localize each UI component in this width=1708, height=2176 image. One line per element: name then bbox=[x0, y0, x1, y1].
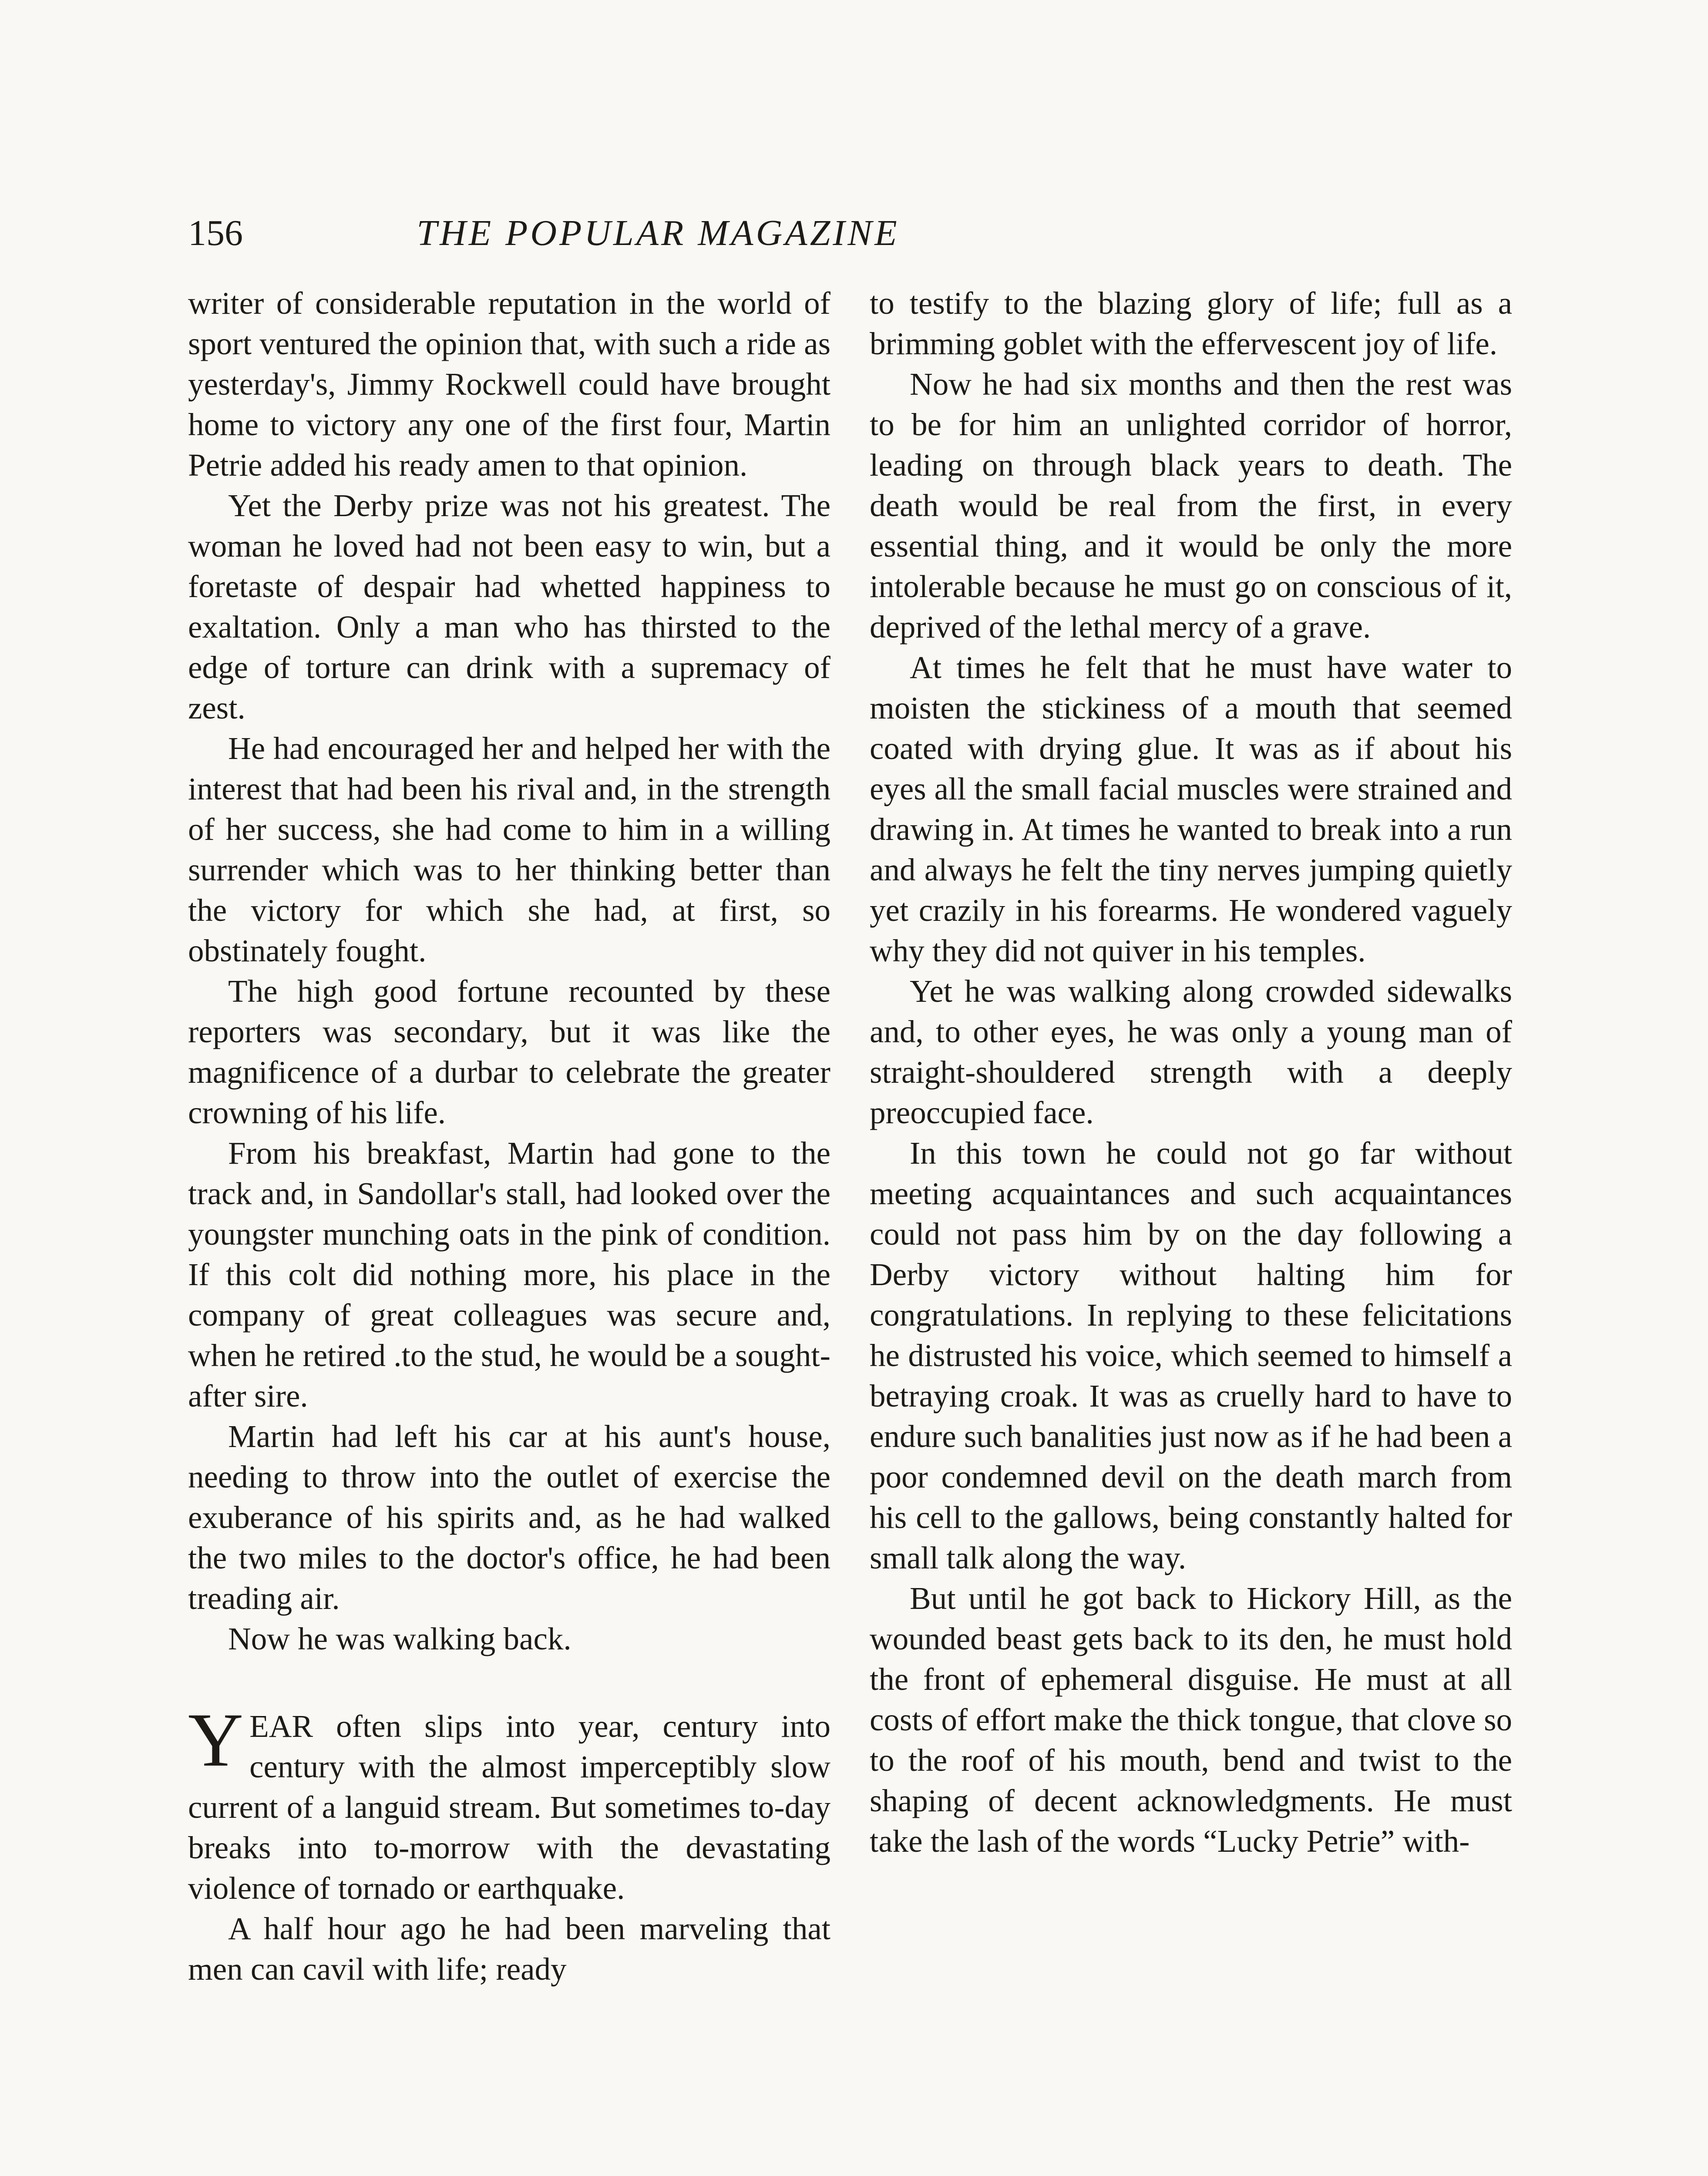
paragraph: Yet he was walking along crowded sidewalks and, to other eyes, he was only a young man of straight-shouldered strength with a deeply preoccupied face. bbox=[870, 974, 1512, 1130]
paragraph: Martin had left his car at his aunt's house, needing to throw into the outlet of exercise the exuberance of his spirits and, as he had walked the two miles to the doctor's office, he had been treading air. bbox=[188, 1419, 830, 1616]
paragraph: A half hour ago he had been marveling that men can cavil with life; ready bbox=[188, 1911, 830, 1987]
paragraph: At times he felt that he must have water to moisten the stickiness of a mouth that seemed coated with drying glue. It was as if about his eyes all the small facial muscles were strained and drawing in. At times he wanted to break into a run and always he felt the tiny nerves jumping quietly yet crazily in his forearms. He wondered vaguely why they did not quiver in his temples. bbox=[870, 650, 1512, 968]
paragraph: Yet the Derby prize was not his greatest. The woman he loved had not been easy to win, but a foretaste of despair had whetted happiness to exaltation. Only a man who has thirsted to the edge of torture can drink with a supremacy of zest. bbox=[188, 488, 830, 725]
section-break bbox=[188, 1659, 830, 1706]
paragraph-text: EAR often slips into year, century into century with the almost imperceptibly slow current of a languid stream. But sometimes to-day breaks into to-morrow with the devastating violence of tornado or earthquake. bbox=[188, 1709, 830, 1906]
paragraph: The high good fortune recounted by these reporters was secondary, but it was like the magnificence of a durbar to celebrate the greater crowning of his life. bbox=[188, 974, 830, 1130]
running-head: THE POPULAR MAGAZINE bbox=[417, 213, 900, 253]
paragraph: In this town he could not go far without meeting acquaintances and such acquaintances could not pass him by on the day following a Derby victory without halting him for congratulations. In replying to these felicitations he distrusted his voice, which seemed to himself a betraying croak. It was as cruelly hard to have to endure such banalities just now as if he had been a poor condemned devil on the death march from his cell to the gallows, being constantly halted for small talk along the way. bbox=[870, 1135, 1512, 1575]
section-opening-paragraph bbox=[188, 1698, 830, 1908]
page-number: 156 bbox=[188, 213, 243, 253]
paragraph: But until he got back to Hickory Hill, as the wounded beast gets back to its den, he must hold the front of ephemeral disguise. He must at all costs of effort make the thick tongue, that clove so to the roof of his mouth, bend and twist to the shaping of decent acknowledgments. He must take the lash of the words “Lucky Petrie” with- bbox=[870, 1581, 1512, 1859]
right-column bbox=[870, 283, 1512, 1861]
paragraph: Now he was walking back. bbox=[228, 1621, 572, 1656]
left-column bbox=[188, 283, 830, 1989]
paragraph: He had encouraged her and helped her with the interest that had been his rival and, in the strength of her success, she had come to him in a willing surrender which was to her thinking better than the victory for which she had, at first, so obstinately fought. bbox=[188, 731, 830, 968]
paragraph: to testify to the blazing glory of life; full as a brimming goblet with the effervescent joy of life. bbox=[870, 285, 1512, 361]
drop-cap: Y bbox=[188, 1698, 244, 1783]
paragraph: writer of considerable reputation in the world of sport ventured the opinion that, with such a ride as yesterday's, Jimmy Rockwell could have brought home to victory any one of the first four, Martin Petrie added his ready amen to that opinion. bbox=[188, 285, 830, 483]
paragraph: From his breakfast, Martin had gone to the track and, in Sandollar's stall, had looked over the youngster munching oats in the pink of condition. If this colt did nothing more, his place in the company of great colleagues was secure and, when he retired .to the stud, he would be a sought-after sire. bbox=[188, 1135, 830, 1414]
paragraph: Now he had six months and then the rest was to be for him an unlighted corridor of horror, leading on through black years to death. The death would be real from the first, in every essential thing, and it would be only the more intolerable because he must go on conscious of it, deprived of the lethal mercy of a grave. bbox=[870, 366, 1512, 645]
page-header bbox=[188, 207, 1128, 259]
